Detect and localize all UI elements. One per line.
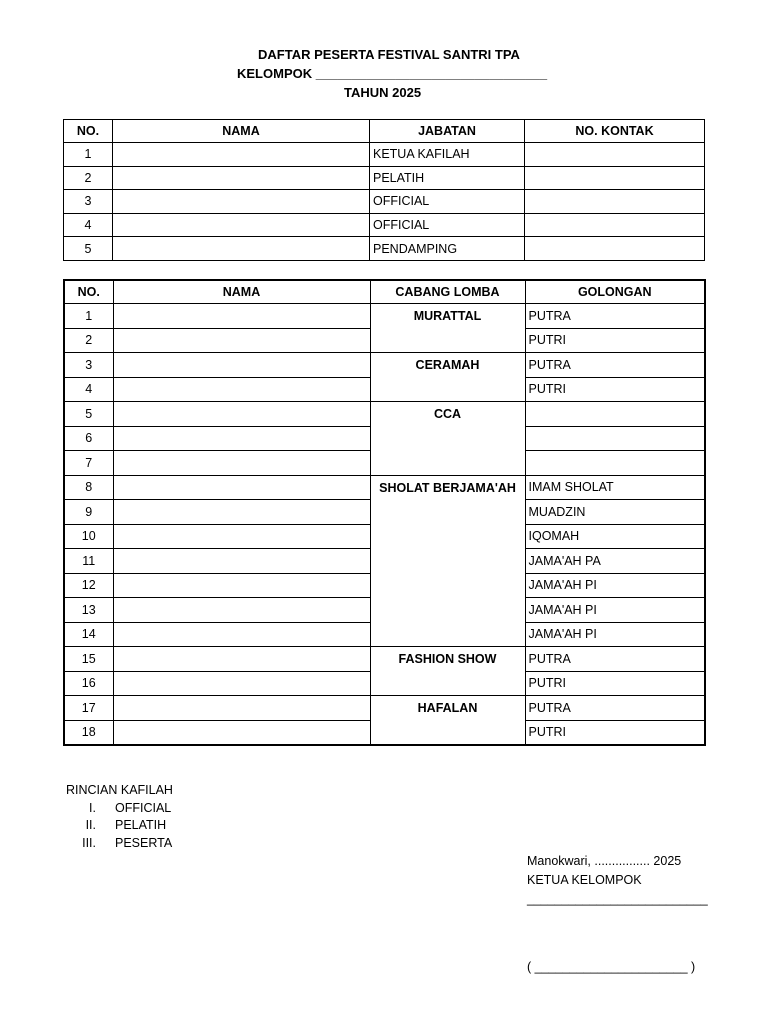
rincian-num: II. [85,818,96,832]
row-number: 10 [64,524,113,549]
golongan-cell: PUTRI [525,328,705,353]
year-label: TAHUN 2025 [344,85,422,100]
golongan-cell: JAMA'AH PI [525,598,705,623]
table-row [64,304,705,329]
table-row [64,213,705,237]
official-table [63,119,705,261]
golongan-cell: PUTRI [525,720,705,745]
signer-role: KETUA KELOMPOK [527,873,642,887]
jabatan-cell: KETUA KAFILAH [370,143,525,167]
nama-cell[interactable] [113,647,370,672]
kelompok-label: KELOMPOK ________________________________ [237,66,548,81]
row-number: 2 [64,166,113,190]
row-number: 12 [64,573,113,598]
col-golongan-header: GOLONGAN [525,280,705,304]
col-no-header: NO. [64,120,113,143]
table-row [64,143,705,167]
signer-name-field: ( ______________________ ) [527,960,696,974]
table-header-row [64,280,705,304]
nama-cell[interactable] [113,426,370,451]
row-number: 18 [64,720,113,745]
row-number: 5 [64,402,113,427]
row-number: 6 [64,426,113,451]
nama-cell[interactable] [113,598,370,623]
row-number: 15 [64,647,113,672]
golongan-cell: JAMA'AH PI [525,573,705,598]
row-number: 1 [64,143,113,167]
rincian-label: PELATIH [115,818,167,832]
row-number: 13 [64,598,113,623]
golongan-cell: IMAM SHOLAT [525,475,705,500]
golongan-cell: PUTRA [525,304,705,329]
golongan-cell [525,451,705,476]
col-kontak-header: NO. KONTAK [525,120,705,143]
rincian-title: RINCIAN KAFILAH [66,783,173,797]
nama-cell[interactable] [113,696,370,721]
kontak-cell[interactable] [525,213,705,237]
jabatan-cell: OFFICIAL [370,213,525,237]
document-title: DAFTAR PESERTA FESTIVAL SANTRI TPA [258,47,520,62]
cabang-lomba-cell: HAFALAN [370,696,525,746]
nama-cell[interactable] [113,671,370,696]
nama-cell[interactable] [113,166,370,190]
table-row [64,475,705,500]
col-no-header: NO. [64,280,113,304]
col-cabang-header: CABANG LOMBA [370,280,525,304]
table-row [64,696,705,721]
cabang-lomba-cell: SHOLAT BERJAMA'AH [370,475,525,647]
rincian-label: OFFICIAL [115,800,172,815]
table-row [64,353,705,378]
row-number: 14 [64,622,113,647]
table-row [64,166,705,190]
cabang-lomba-cell: CERAMAH [370,353,525,402]
row-number: 3 [64,353,113,378]
nama-cell[interactable] [113,237,370,261]
row-number: 5 [64,237,113,261]
row-number: 7 [64,451,113,476]
row-number: 16 [64,671,113,696]
row-number: 17 [64,696,113,721]
signature-line: __________________________ [527,892,708,906]
cabang-lomba-cell: FASHION SHOW [370,647,525,696]
nama-cell[interactable] [113,377,370,402]
nama-cell[interactable] [113,328,370,353]
row-number: 3 [64,190,113,214]
nama-cell[interactable] [113,549,370,574]
kontak-cell[interactable] [525,166,705,190]
rincian-num: III. [82,835,96,850]
nama-cell[interactable] [113,213,370,237]
kontak-cell[interactable] [525,190,705,214]
table-row [64,402,705,427]
golongan-cell: IQOMAH [525,524,705,549]
nama-cell[interactable] [113,143,370,167]
nama-cell[interactable] [113,475,370,500]
nama-cell[interactable] [113,573,370,598]
golongan-cell: PUTRA [525,353,705,378]
jabatan-cell: PELATIH [370,166,525,190]
table-header-row [64,120,705,143]
rincian-num: I. [89,800,96,815]
nama-cell[interactable] [113,190,370,214]
rincian-item [66,835,173,853]
col-nama-header: NAMA [113,280,370,304]
nama-cell[interactable] [113,451,370,476]
table-row [64,190,705,214]
cabang-lomba-cell: MURATTAL [370,304,525,353]
golongan-cell [525,426,705,451]
nama-cell[interactable] [113,353,370,378]
rincian-label: PESERTA [115,835,173,850]
rincian-kafilah [66,782,173,852]
cabang-lomba-cell: CCA [370,402,525,476]
col-nama-header: NAMA [113,120,370,143]
golongan-cell: PUTRI [525,377,705,402]
golongan-cell [525,402,705,427]
participant-table [63,279,706,746]
golongan-cell: PUTRA [525,647,705,672]
nama-cell[interactable] [113,720,370,745]
col-jabatan-header: JABATAN [370,120,525,143]
kontak-cell[interactable] [525,143,705,167]
table-row [64,237,705,261]
nama-cell[interactable] [113,524,370,549]
golongan-cell: PUTRA [525,696,705,721]
golongan-cell: JAMA'AH PI [525,622,705,647]
signature-block [527,852,708,974]
row-number: 4 [64,213,113,237]
rincian-item [66,817,173,835]
row-number: 4 [64,377,113,402]
row-number: 2 [64,328,113,353]
nama-cell[interactable] [113,304,370,329]
rincian-item [66,800,173,818]
kontak-cell[interactable] [525,237,705,261]
golongan-cell: MUADZIN [525,500,705,525]
row-number: 9 [64,500,113,525]
place-date: Manokwari, ................ 2025 [527,854,682,868]
nama-cell[interactable] [113,500,370,525]
jabatan-cell: PENDAMPING [370,237,525,261]
nama-cell[interactable] [113,402,370,427]
row-number: 11 [64,549,113,574]
golongan-cell: JAMA'AH PA [525,549,705,574]
golongan-cell: PUTRI [525,671,705,696]
jabatan-cell: OFFICIAL [370,190,525,214]
nama-cell[interactable] [113,622,370,647]
row-number: 8 [64,475,113,500]
row-number: 1 [64,304,113,329]
table-row [64,647,705,672]
